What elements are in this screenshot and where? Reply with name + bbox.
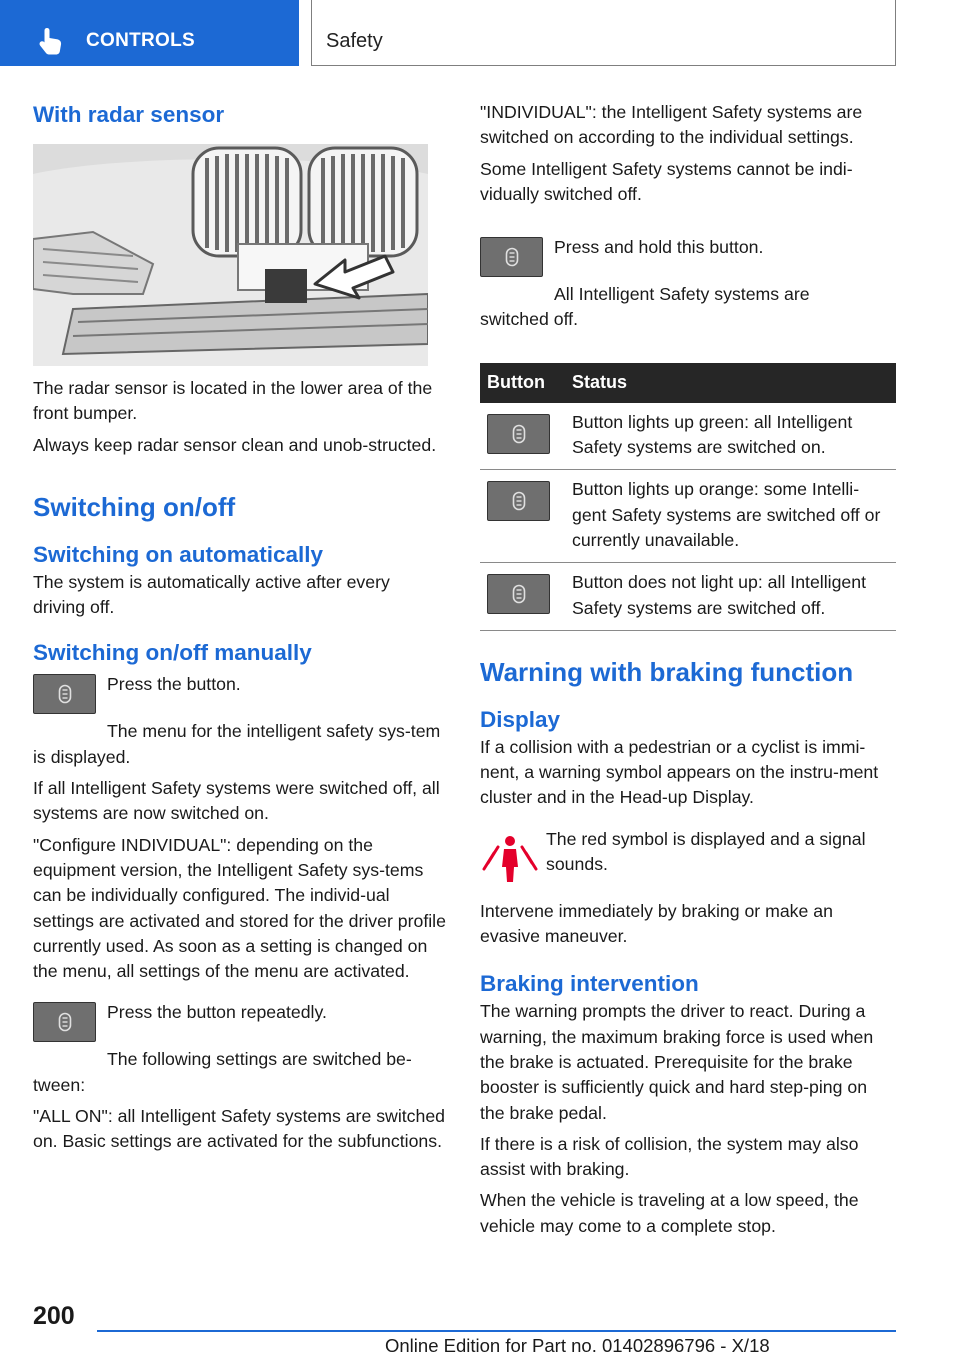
intelligent-safety-button-icon [480,237,543,277]
status-cell: Button does not light up: all Intelligent Safety systems are switched off. [565,563,896,631]
all-off-text: If all Intelligent Safety systems were switched off, all systems are now switched on. [33,778,440,824]
button-status-table [480,363,896,631]
left-column [33,100,446,1155]
col-button-header: Button [480,363,565,403]
display-text: If a collision with a pedestrian or a cyclist is immi-nent, a warning symbol appears on the instru-ment cluster and in the Head-up Display. [480,736,879,808]
warning-heading: Warning with braking function [480,656,854,687]
intelligent-safety-button-icon [487,414,550,454]
button-glyph-icon [512,584,526,604]
settings-switched-text: The following settings are switched be-tween: [33,1049,412,1095]
footer-edition: Online Edition for Part no. 01402896796 - X/18 [385,1335,770,1356]
press-repeatedly-text: Press the button repeatedly. [107,1002,327,1023]
intelligent-safety-button-icon [33,674,96,714]
risk-text: If there is a risk of collision, the system may also assist with braking. [480,1133,859,1180]
table-row [480,563,896,631]
press-hold-row [480,237,896,277]
auto-heading: Switching on automatically [33,541,324,567]
table-row [480,470,896,563]
manual-heading: Switching on/off manually [33,640,312,666]
button-glyph-icon [512,491,526,511]
red-symbol-text: The red symbol is displayed and a signal sounds. [546,828,866,875]
configure-text: "Configure INDIVIDUAL": depending on the equipment version, the Intelligent Safety sys-tems can be individually configured. The individ-ual settings are activated and stored for the driver profile currently used. As soon as a setting is changed on the menu, all settings of the menu are activated. [33,834,446,982]
individual-text: "INDIVIDUAL": the Intelligent Safety systems are switched on according to the individual settings. [480,102,863,148]
all-on-text: "ALL ON": all Intelligent Safety systems are switched on. Basic settings are activated for the subfunctions. [33,1106,446,1152]
intelligent-safety-button-icon [33,1002,96,1042]
intelligent-safety-button-icon [487,574,550,614]
button-glyph-icon [505,247,519,267]
section-label: Safety [326,30,383,52]
braking-text: The warning prompts the driver to react. During a warning, the maximum braking force is used when the brake is actuated. Prerequisite for the brake booster is sufficiently quick and hard step-ping on the brake pedal. [480,1001,874,1123]
low-speed-text: When the vehicle is traveling at a low speed, the vehicle may come to a complete stop. [480,1190,859,1236]
intervene-text: Intervene immediately by braking or make an evasive maneuver. [480,900,833,947]
menu-displayed-text: The menu for the intelligent safety sys-tem is displayed. [33,721,441,767]
page-number: 200 [33,1302,75,1330]
intelligent-safety-button-icon [487,481,550,521]
pedestrian-warning-icon [480,827,540,887]
chapter-label: CONTROLS [86,30,196,51]
press-button-row [33,674,446,714]
status-cell: Button lights up orange: some Intelli-gent Safety systems are switched off or currently unavailable. [565,470,896,563]
switching-heading: Switching on/off [33,491,236,522]
radar-sensor-photo [33,144,428,366]
press-button-text: Press the button. [107,674,241,695]
status-cell: Button lights up green: all Intelligent Safety systems are switched on. [565,403,896,470]
press-repeatedly-row [33,1002,446,1042]
right-column [480,100,896,1239]
bumper-illustration [33,144,428,366]
press-hold-text: Press and hold this button. [554,237,764,258]
hand-pointer-icon [38,27,64,55]
radar-sensor-heading: With radar sensor [33,102,225,127]
cannot-switch-text: Some Intelligent Safety systems cannot be indi-vidually switched off. [480,158,853,204]
table-row [480,403,896,470]
radar-clean-text: Always keep radar sensor clean and unob-structed. [33,434,437,455]
button-glyph-icon [58,684,72,704]
table-header-row [480,363,896,403]
col-status-header: Status [565,363,896,403]
display-heading: Display [480,706,561,732]
auto-text: The system is automatically active after every driving off. [33,571,390,618]
braking-heading: Braking intervention [480,971,699,997]
footer-divider [97,1330,896,1332]
warning-symbol-row [480,827,896,887]
section-header [311,0,896,66]
chapter-tab[interactable] [0,0,299,66]
button-glyph-icon [512,424,526,444]
button-glyph-icon [58,1012,72,1032]
radar-location-text: The radar sensor is located in the lower area of the front bumper. [33,378,433,424]
all-off-status-text: All Intelligent Safety systems are switched off. [480,284,810,330]
